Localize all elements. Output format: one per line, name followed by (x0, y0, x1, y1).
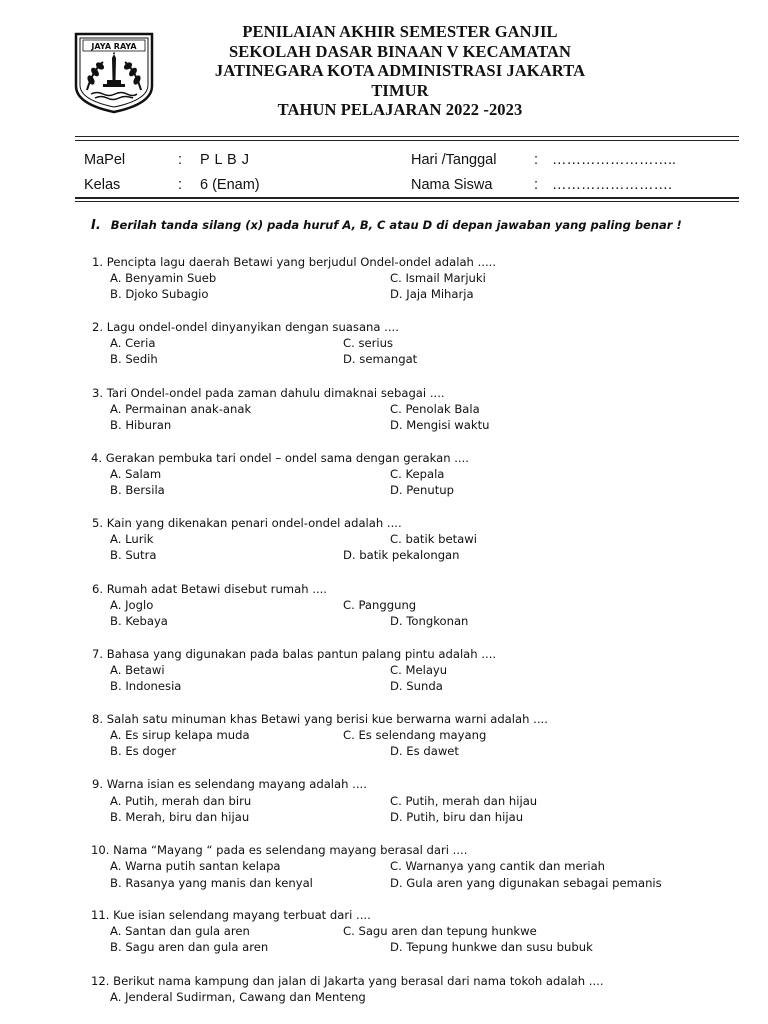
q2-option-b: B. Sedih (110, 352, 158, 366)
q7-option-a: A. Betawi (110, 663, 165, 677)
q1-option-b: B. Djoko Subagio (110, 287, 209, 301)
q8-option-a: A. Es sirup kelapa muda (110, 728, 250, 742)
q6-option-c: C. Panggung (343, 598, 417, 612)
kelas-value: 6 (Enam) (200, 177, 260, 193)
q3-option-a: A. Permainan anak-anak (110, 402, 252, 416)
q6-option-a: A. Joglo (110, 598, 154, 612)
mapel-colon: : (178, 152, 183, 168)
q7-option-c: C. Melayu (390, 663, 448, 677)
q10-option-b: B. Rasanya yang manis dan kenyal (110, 876, 313, 890)
q9-option-c: C. Putih, merah dan hijau (390, 794, 538, 808)
kelas-colon: : (178, 177, 183, 193)
kelas-label: Kelas (84, 177, 121, 193)
header-line-4: TIMUR (371, 80, 429, 100)
q11-option-a: A. Santan dan gula aren (110, 924, 250, 938)
q4-option-d: D. Penutup (390, 483, 454, 497)
q1-option-a: A. Benyamin Sueb (110, 271, 217, 285)
nama-colon: : (534, 177, 539, 193)
question-7: 7. Bahasa yang digunakan pada balas pantun palang pintu adalah .... (92, 647, 497, 661)
q8-option-c: C. Es selendang mayang (343, 728, 487, 742)
q9-option-d: D. Putih, biru dan hijau (390, 810, 524, 824)
q3-option-d: D. Mengisi waktu (390, 418, 490, 432)
q3-option-c: C. Penolak Bala (390, 402, 480, 416)
q11-option-b: B. Sagu aren dan gula aren (110, 940, 269, 954)
exam-header (170, 22, 630, 120)
q3-option-b: B. Hiburan (110, 418, 172, 432)
nama-value: ……………………. (552, 177, 673, 193)
q8-option-d: D. Es dawet (390, 744, 459, 758)
info-divider-thin (75, 201, 739, 202)
q2-option-a: A. Ceria (110, 336, 156, 350)
q4-option-a: A. Salam (110, 467, 162, 481)
info-divider (75, 197, 739, 199)
q2-option-d: D. semangat (343, 352, 418, 366)
q6-option-d: D. Tongkonan (390, 614, 469, 628)
top-divider (75, 136, 739, 137)
question-9: 9. Warna isian es selendang mayang adalah .... (92, 777, 367, 791)
q11-option-d: D. Tepung hunkwe dan susu bubuk (390, 940, 593, 954)
q10-option-d: D. Gula aren yang digunakan sebagai pemanis (390, 876, 662, 890)
nama-label: Nama Siswa (411, 177, 493, 193)
q5-option-b: B. Sutra (110, 548, 157, 562)
mapel-label: MaPel (84, 152, 126, 168)
q10-option-a: A. Warna putih santan kelapa (110, 859, 281, 873)
header-line-3: JATINEGARA KOTA ADMINISTRASI JAKARTA (214, 61, 586, 80)
logo-text: JAYA RAYA (91, 42, 137, 51)
header-line-1: PENILAIAN AKHIR SEMESTER GANJIL (242, 22, 558, 41)
header-line-5: TAHUN PELAJARAN 2022 -2023 (277, 100, 523, 119)
q6-option-b: B. Kebaya (110, 614, 168, 628)
mapel-value: P L B J (200, 152, 250, 168)
question-6: 6. Rumah adat Betawi disebut rumah .... (92, 582, 327, 596)
q1-option-d: D. Jaja Miharja (390, 287, 474, 301)
q1-option-c: C. Ismail Marjuki (390, 271, 486, 285)
question-10: 10. Nama “Mayang “ pada es selendang mayang berasal dari .... (91, 843, 468, 857)
q2-option-c: C. serius (343, 336, 394, 350)
hari-label: Hari /Tanggal (411, 152, 497, 168)
question-3: 3. Tari Ondel-ondel pada zaman dahulu dimaknai sebagai .... (92, 386, 445, 400)
question-4: 4. Gerakan pembuka tari ondel – ondel sama dengan gerakan .... (91, 451, 469, 465)
q4-option-b: B. Bersila (110, 483, 165, 497)
hari-colon: : (534, 152, 539, 168)
q4-option-c: C. Kepala (390, 467, 445, 481)
instruction-text: Berilah tanda silang (x) pada huruf A, B, C atau D di depan jawaban yang paling benar ! (110, 218, 682, 232)
q9-option-a: A. Putih, merah dan biru (110, 794, 252, 808)
top-divider-thin (75, 140, 739, 141)
section-number: I. (91, 218, 101, 233)
q5-option-a: A. Lurik (110, 532, 154, 546)
q7-option-b: B. Indonesia (110, 679, 182, 693)
question-8: 8. Salah satu minuman khas Betawi yang berisi kue berwarna warni adalah .... (92, 712, 548, 726)
header-line-2: SEKOLAH DASAR BINAAN V KECAMATAN (228, 41, 572, 61)
q9-option-b: B. Merah, biru dan hijau (110, 810, 250, 824)
hari-value: …………………….. (552, 152, 677, 168)
q8-option-b: B. Es doger (110, 744, 177, 758)
question-1: 1. Pencipta lagu daerah Betawi yang berjudul Ondel-ondel adalah ..... (92, 255, 497, 269)
question-5: 5. Kain yang dikenakan penari ondel-ondel adalah .... (92, 516, 402, 530)
question-11: 11. Kue isian selendang mayang terbuat dari .... (91, 908, 371, 922)
q11-option-c: C. Sagu aren dan tepung hunkwe (343, 924, 537, 938)
q12-option-a: A. Jenderal Sudirman, Cawang dan Menteng (110, 990, 366, 1004)
q5-option-d: D. batik pekalongan (343, 548, 460, 562)
q5-option-c: C. batik betawi (390, 532, 477, 546)
q10-option-c: C. Warnanya yang cantik dan meriah (390, 859, 606, 873)
jaya-raya-logo (73, 30, 155, 114)
question-12: 12. Berikut nama kampung dan jalan di Jakarta yang berasal dari nama tokoh adalah .... (91, 974, 604, 988)
section-instruction (91, 218, 682, 233)
q7-option-d: D. Sunda (390, 679, 443, 693)
question-2: 2. Lagu ondel-ondel dinyanyikan dengan suasana .... (92, 320, 399, 334)
